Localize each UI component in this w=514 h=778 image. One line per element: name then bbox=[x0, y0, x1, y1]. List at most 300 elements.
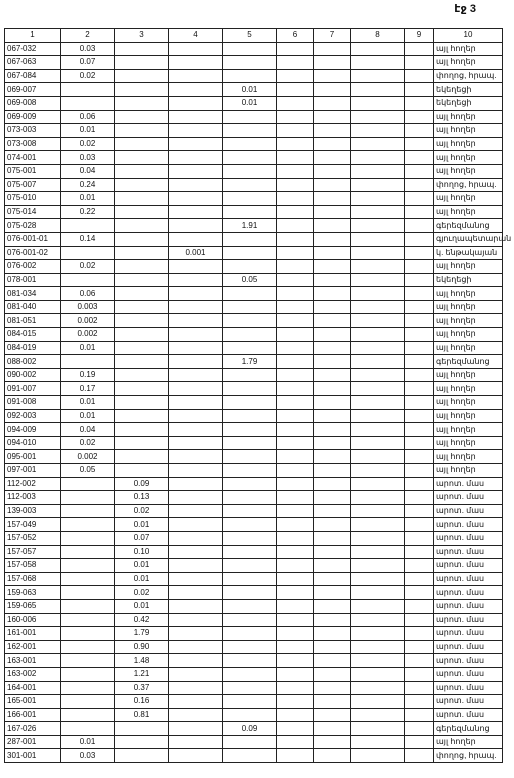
parcel-code-cell: 075-001 bbox=[5, 164, 61, 178]
area-cell: 1.79 bbox=[115, 627, 169, 641]
area-cell bbox=[351, 599, 405, 613]
area-cell bbox=[277, 749, 314, 763]
area-cell bbox=[277, 572, 314, 586]
column-header-10: 10 bbox=[434, 29, 503, 43]
area-cell bbox=[351, 42, 405, 56]
area-cell bbox=[314, 491, 351, 505]
area-cell bbox=[277, 192, 314, 206]
area-cell bbox=[314, 518, 351, 532]
area-cell bbox=[223, 504, 277, 518]
parcel-code-cell: 081-034 bbox=[5, 287, 61, 301]
area-cell bbox=[351, 382, 405, 396]
area-cell bbox=[351, 627, 405, 641]
area-cell bbox=[169, 681, 223, 695]
area-cell: 0.002 bbox=[61, 450, 115, 464]
area-cell bbox=[277, 545, 314, 559]
area-cell: 0.01 bbox=[61, 735, 115, 749]
parcel-code-cell: 139-003 bbox=[5, 504, 61, 518]
table-row bbox=[5, 69, 503, 83]
area-cell bbox=[277, 477, 314, 491]
table-row bbox=[5, 328, 503, 342]
parcel-code-cell: 091-007 bbox=[5, 382, 61, 396]
table-row bbox=[5, 232, 503, 246]
area-cell bbox=[115, 314, 169, 328]
area-cell bbox=[405, 382, 434, 396]
area-cell bbox=[405, 559, 434, 573]
area-cell bbox=[405, 586, 434, 600]
area-cell bbox=[351, 124, 405, 138]
table-row bbox=[5, 695, 503, 709]
table-row bbox=[5, 192, 503, 206]
area-cell bbox=[314, 477, 351, 491]
land-type-cell: արոտ. մաս bbox=[434, 545, 503, 559]
area-cell bbox=[314, 368, 351, 382]
land-type-cell: արոտ. մաս bbox=[434, 613, 503, 627]
table-row bbox=[5, 627, 503, 641]
land-type-cell: արոտ. մաս bbox=[434, 491, 503, 505]
area-cell bbox=[405, 232, 434, 246]
area-cell bbox=[405, 314, 434, 328]
area-cell bbox=[405, 654, 434, 668]
area-cell bbox=[61, 545, 115, 559]
area-cell: 0.01 bbox=[115, 559, 169, 573]
area-cell: 0.07 bbox=[61, 56, 115, 70]
area-cell: 0.02 bbox=[61, 137, 115, 151]
parcel-code-cell: 159-065 bbox=[5, 599, 61, 613]
area-cell bbox=[169, 504, 223, 518]
area-cell: 0.003 bbox=[61, 300, 115, 314]
area-cell bbox=[169, 382, 223, 396]
area-cell bbox=[351, 260, 405, 274]
parcel-code-cell: 157-058 bbox=[5, 559, 61, 573]
land-type-cell: արոտ. մաս bbox=[434, 708, 503, 722]
table-row bbox=[5, 572, 503, 586]
area-cell: 0.81 bbox=[115, 708, 169, 722]
area-cell bbox=[277, 654, 314, 668]
area-cell bbox=[169, 627, 223, 641]
area-cell bbox=[115, 219, 169, 233]
column-header-5: 5 bbox=[223, 29, 277, 43]
area-cell bbox=[405, 531, 434, 545]
area-cell bbox=[351, 613, 405, 627]
area-cell bbox=[223, 368, 277, 382]
land-type-cell: արոտ. մաս bbox=[434, 627, 503, 641]
area-cell bbox=[405, 246, 434, 260]
column-header-8: 8 bbox=[351, 29, 405, 43]
land-type-cell: այլ հողեր bbox=[434, 124, 503, 138]
land-type-cell: այլ հողեր bbox=[434, 328, 503, 342]
area-cell bbox=[314, 382, 351, 396]
table-row bbox=[5, 355, 503, 369]
area-cell bbox=[277, 586, 314, 600]
area-cell bbox=[169, 287, 223, 301]
land-type-cell: արոտ. մաս bbox=[434, 586, 503, 600]
area-cell bbox=[223, 586, 277, 600]
area-cell bbox=[314, 42, 351, 56]
area-cell bbox=[277, 137, 314, 151]
area-cell bbox=[314, 627, 351, 641]
area-cell bbox=[351, 232, 405, 246]
column-header-4: 4 bbox=[169, 29, 223, 43]
area-cell bbox=[169, 572, 223, 586]
land-type-cell: այլ հողեր bbox=[434, 382, 503, 396]
area-cell bbox=[169, 178, 223, 192]
area-cell bbox=[314, 69, 351, 83]
area-cell bbox=[223, 124, 277, 138]
area-cell bbox=[223, 287, 277, 301]
area-cell bbox=[61, 640, 115, 654]
table-row bbox=[5, 708, 503, 722]
area-cell bbox=[351, 586, 405, 600]
area-cell bbox=[115, 749, 169, 763]
area-cell bbox=[61, 246, 115, 260]
area-cell bbox=[169, 423, 223, 437]
area-cell bbox=[169, 695, 223, 709]
area-cell bbox=[223, 246, 277, 260]
parcel-code-cell: 067-063 bbox=[5, 56, 61, 70]
area-cell bbox=[277, 110, 314, 124]
area-cell bbox=[115, 464, 169, 478]
area-cell bbox=[351, 355, 405, 369]
parcel-code-cell: 163-001 bbox=[5, 654, 61, 668]
area-cell bbox=[61, 613, 115, 627]
table-row bbox=[5, 151, 503, 165]
area-cell: 0.01 bbox=[115, 518, 169, 532]
area-cell bbox=[277, 423, 314, 437]
area-cell bbox=[277, 219, 314, 233]
area-cell bbox=[223, 205, 277, 219]
land-type-cell: արոտ. մաս bbox=[434, 599, 503, 613]
area-cell bbox=[277, 178, 314, 192]
area-cell bbox=[223, 599, 277, 613]
area-cell bbox=[405, 708, 434, 722]
parcel-code-cell: 084-015 bbox=[5, 328, 61, 342]
parcel-code-cell: 075-007 bbox=[5, 178, 61, 192]
area-cell bbox=[223, 192, 277, 206]
area-cell bbox=[351, 219, 405, 233]
area-cell bbox=[314, 613, 351, 627]
area-cell bbox=[351, 56, 405, 70]
area-cell bbox=[351, 69, 405, 83]
area-cell bbox=[277, 708, 314, 722]
parcel-code-cell: 069-009 bbox=[5, 110, 61, 124]
area-cell: 0.002 bbox=[61, 328, 115, 342]
area-cell bbox=[115, 178, 169, 192]
land-type-cell: այլ հողեր bbox=[434, 151, 503, 165]
area-cell bbox=[405, 695, 434, 709]
area-cell bbox=[115, 423, 169, 437]
area-cell bbox=[223, 559, 277, 573]
area-cell bbox=[115, 164, 169, 178]
area-cell bbox=[405, 667, 434, 681]
area-cell bbox=[115, 260, 169, 274]
area-cell bbox=[314, 355, 351, 369]
land-type-cell: արոտ. մաս bbox=[434, 531, 503, 545]
area-cell bbox=[61, 531, 115, 545]
land-type-cell: այլ հողեր bbox=[434, 423, 503, 437]
area-cell: 0.002 bbox=[61, 314, 115, 328]
area-cell bbox=[169, 137, 223, 151]
area-cell bbox=[223, 260, 277, 274]
area-cell bbox=[314, 722, 351, 736]
area-cell bbox=[115, 205, 169, 219]
table-row bbox=[5, 504, 503, 518]
table-row bbox=[5, 137, 503, 151]
area-cell bbox=[314, 599, 351, 613]
area-cell bbox=[169, 599, 223, 613]
area-cell bbox=[277, 531, 314, 545]
area-cell bbox=[223, 42, 277, 56]
parcel-code-cell: 078-001 bbox=[5, 273, 61, 287]
parcel-code-cell: 074-001 bbox=[5, 151, 61, 165]
area-cell bbox=[115, 436, 169, 450]
land-type-cell: այլ հողեր bbox=[434, 260, 503, 274]
area-cell bbox=[314, 436, 351, 450]
area-cell bbox=[277, 518, 314, 532]
area-cell bbox=[351, 518, 405, 532]
area-cell bbox=[169, 232, 223, 246]
land-type-cell: այլ հողեր bbox=[434, 464, 503, 478]
area-cell: 0.04 bbox=[61, 164, 115, 178]
table-row bbox=[5, 423, 503, 437]
area-cell bbox=[223, 382, 277, 396]
area-cell bbox=[169, 164, 223, 178]
area-cell bbox=[314, 192, 351, 206]
area-cell bbox=[351, 708, 405, 722]
area-cell bbox=[223, 396, 277, 410]
area-cell bbox=[405, 491, 434, 505]
table-row bbox=[5, 586, 503, 600]
land-type-cell: այլ հողեր bbox=[434, 436, 503, 450]
area-cell bbox=[405, 96, 434, 110]
land-type-cell: այլ հողեր bbox=[434, 409, 503, 423]
area-cell: 0.05 bbox=[223, 273, 277, 287]
area-cell: 0.07 bbox=[115, 531, 169, 545]
area-cell bbox=[351, 545, 405, 559]
area-cell bbox=[351, 110, 405, 124]
parcel-code-cell: 157-052 bbox=[5, 531, 61, 545]
area-cell bbox=[351, 681, 405, 695]
area-cell bbox=[314, 232, 351, 246]
area-cell bbox=[277, 246, 314, 260]
column-header-1: 1 bbox=[5, 29, 61, 43]
area-cell bbox=[169, 56, 223, 70]
land-type-cell: արոտ. մաս bbox=[434, 695, 503, 709]
area-cell: 1.21 bbox=[115, 667, 169, 681]
area-cell bbox=[351, 640, 405, 654]
area-cell bbox=[277, 314, 314, 328]
area-cell bbox=[223, 735, 277, 749]
area-cell bbox=[115, 124, 169, 138]
area-cell bbox=[169, 368, 223, 382]
land-type-cell: արոտ. մաս bbox=[434, 640, 503, 654]
table-row bbox=[5, 491, 503, 505]
area-cell bbox=[115, 246, 169, 260]
table-row bbox=[5, 722, 503, 736]
area-cell: 0.01 bbox=[61, 409, 115, 423]
table-row bbox=[5, 219, 503, 233]
parcel-code-cell: 112-002 bbox=[5, 477, 61, 491]
area-cell bbox=[405, 681, 434, 695]
area-cell bbox=[405, 477, 434, 491]
parcel-code-cell: 069-008 bbox=[5, 96, 61, 110]
area-cell bbox=[405, 341, 434, 355]
area-cell bbox=[223, 477, 277, 491]
column-header-6: 6 bbox=[277, 29, 314, 43]
area-cell bbox=[61, 96, 115, 110]
area-cell bbox=[115, 287, 169, 301]
area-cell bbox=[169, 219, 223, 233]
area-cell bbox=[169, 654, 223, 668]
area-cell: 0.02 bbox=[115, 504, 169, 518]
area-cell: 0.19 bbox=[61, 368, 115, 382]
area-cell bbox=[277, 613, 314, 627]
area-cell bbox=[405, 287, 434, 301]
area-cell bbox=[351, 83, 405, 97]
table-row bbox=[5, 599, 503, 613]
parcel-code-cell: 094-009 bbox=[5, 423, 61, 437]
table-row bbox=[5, 368, 503, 382]
parcel-code-cell: 166-001 bbox=[5, 708, 61, 722]
area-cell bbox=[405, 396, 434, 410]
area-cell bbox=[314, 137, 351, 151]
area-cell bbox=[277, 436, 314, 450]
area-cell bbox=[277, 396, 314, 410]
table-row bbox=[5, 409, 503, 423]
area-cell bbox=[223, 436, 277, 450]
parcel-code-cell: 165-001 bbox=[5, 695, 61, 709]
parcel-code-cell: 164-001 bbox=[5, 681, 61, 695]
area-cell bbox=[277, 464, 314, 478]
area-cell bbox=[277, 56, 314, 70]
area-cell bbox=[61, 355, 115, 369]
land-type-cell: այլ հողեր bbox=[434, 56, 503, 70]
area-cell bbox=[223, 627, 277, 641]
area-cell: 0.01 bbox=[223, 96, 277, 110]
area-cell: 0.14 bbox=[61, 232, 115, 246]
area-cell bbox=[169, 300, 223, 314]
area-cell bbox=[351, 531, 405, 545]
area-cell bbox=[223, 491, 277, 505]
parcel-code-cell: 067-084 bbox=[5, 69, 61, 83]
parcel-code-cell: 075-028 bbox=[5, 219, 61, 233]
area-cell: 0.02 bbox=[61, 260, 115, 274]
area-cell bbox=[314, 654, 351, 668]
parcel-code-cell: 094-010 bbox=[5, 436, 61, 450]
area-cell bbox=[351, 178, 405, 192]
parcel-code-cell: 073-008 bbox=[5, 137, 61, 151]
area-cell bbox=[169, 708, 223, 722]
parcel-code-cell: 095-001 bbox=[5, 450, 61, 464]
land-type-cell: այլ հողեր bbox=[434, 110, 503, 124]
area-cell bbox=[314, 124, 351, 138]
area-cell bbox=[115, 382, 169, 396]
area-cell bbox=[115, 328, 169, 342]
area-cell bbox=[277, 368, 314, 382]
land-type-cell: այլ հողեր bbox=[434, 205, 503, 219]
area-cell bbox=[169, 396, 223, 410]
area-cell bbox=[351, 504, 405, 518]
parcel-code-cell: 112-003 bbox=[5, 491, 61, 505]
area-cell bbox=[405, 572, 434, 586]
area-cell bbox=[169, 409, 223, 423]
table-row bbox=[5, 518, 503, 532]
area-cell bbox=[223, 572, 277, 586]
area-cell: 0.37 bbox=[115, 681, 169, 695]
parcel-code-cell: 075-010 bbox=[5, 192, 61, 206]
land-type-cell: արոտ. մաս bbox=[434, 681, 503, 695]
area-cell bbox=[405, 627, 434, 641]
area-cell bbox=[61, 477, 115, 491]
area-cell bbox=[61, 586, 115, 600]
table-row bbox=[5, 749, 503, 763]
area-cell bbox=[61, 491, 115, 505]
parcel-code-cell: 301-001 bbox=[5, 749, 61, 763]
area-cell bbox=[314, 96, 351, 110]
area-cell bbox=[314, 396, 351, 410]
area-cell: 0.03 bbox=[61, 749, 115, 763]
area-cell bbox=[405, 69, 434, 83]
area-cell bbox=[405, 192, 434, 206]
area-cell: 0.01 bbox=[61, 341, 115, 355]
area-cell bbox=[223, 450, 277, 464]
area-cell bbox=[61, 667, 115, 681]
area-cell bbox=[314, 110, 351, 124]
parcel-code-cell: 076-001-01 bbox=[5, 232, 61, 246]
area-cell bbox=[405, 640, 434, 654]
area-cell: 0.90 bbox=[115, 640, 169, 654]
area-cell bbox=[314, 667, 351, 681]
land-type-cell: այլ հողեր bbox=[434, 300, 503, 314]
area-cell bbox=[277, 260, 314, 274]
area-cell bbox=[314, 300, 351, 314]
area-cell bbox=[351, 477, 405, 491]
parcel-code-cell: 167-026 bbox=[5, 722, 61, 736]
area-cell bbox=[61, 273, 115, 287]
area-cell bbox=[169, 69, 223, 83]
parcel-code-cell: 075-014 bbox=[5, 205, 61, 219]
land-type-cell: գերեզմանոց bbox=[434, 355, 503, 369]
area-cell bbox=[61, 695, 115, 709]
area-cell bbox=[351, 314, 405, 328]
parcel-code-cell: 088-002 bbox=[5, 355, 61, 369]
area-cell bbox=[405, 545, 434, 559]
area-cell bbox=[314, 260, 351, 274]
area-cell: 0.03 bbox=[61, 42, 115, 56]
area-cell bbox=[314, 246, 351, 260]
area-cell bbox=[277, 124, 314, 138]
parcel-code-cell: 160-006 bbox=[5, 613, 61, 627]
area-cell bbox=[277, 96, 314, 110]
land-type-cell: այլ հողեր bbox=[434, 341, 503, 355]
area-cell: 0.02 bbox=[61, 436, 115, 450]
land-type-cell: այլ հողեր bbox=[434, 396, 503, 410]
area-cell bbox=[405, 436, 434, 450]
area-cell bbox=[314, 273, 351, 287]
area-cell bbox=[351, 464, 405, 478]
table-row bbox=[5, 436, 503, 450]
area-cell bbox=[115, 300, 169, 314]
area-cell: 0.01 bbox=[115, 599, 169, 613]
area-cell: 0.02 bbox=[61, 69, 115, 83]
parcel-code-cell: 090-002 bbox=[5, 368, 61, 382]
area-cell bbox=[223, 110, 277, 124]
area-cell bbox=[115, 110, 169, 124]
area-cell bbox=[223, 667, 277, 681]
land-type-cell: եկեղեցի bbox=[434, 83, 503, 97]
area-cell bbox=[169, 205, 223, 219]
area-cell bbox=[351, 396, 405, 410]
